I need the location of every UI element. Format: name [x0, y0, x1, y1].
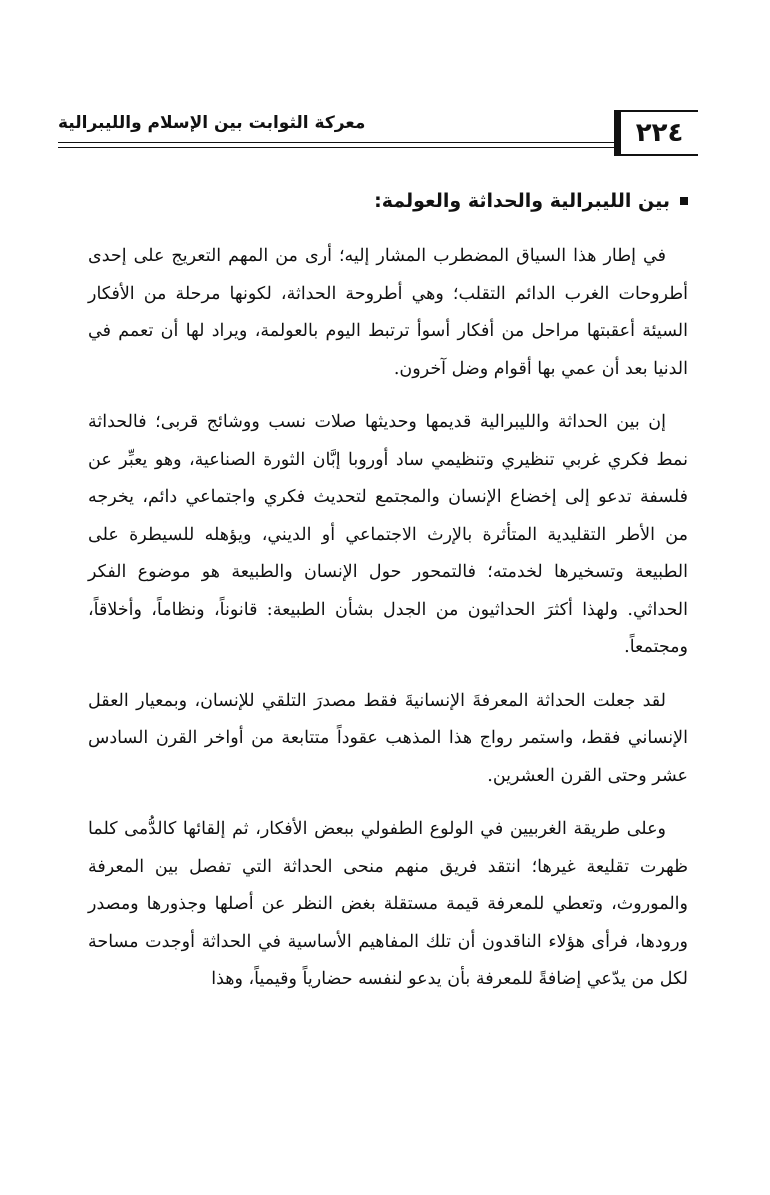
section-heading: [88, 184, 688, 218]
header-rule-top: [58, 142, 614, 143]
header-rule-bottom: [58, 147, 614, 148]
section-heading-text: بين الليبرالية والحداثة والعولمة:: [374, 190, 670, 212]
paragraph-1: في إطار هذا السياق المضطرب المشار إليه؛ أرى من المهم التعريج على إحدى أطروحات الغرب الدائم التقلب؛ وهي أطروحة الحداثة، لكونها مرحلة من الأفكار السيئة أعقبتها مراحل من أفكار أسوأ ترتبط اليوم بالعولمة، ويراد لها أن تعمم في الدنيا بعد أن عمي بها أقوام وضل آخرون.: [88, 246, 688, 379]
page-body: [88, 184, 688, 1015]
paragraph-3: لقد جعلت الحداثة المعرفةَ الإنسانيةَ فقط مصدرَ التلقي للإنسان، وبمعيار العقل الإنساني فقط، واستمر رواج هذا المذهب عقوداً متتابعة من أواخر القرن السادس عشر وحتى القرن العشرين.: [88, 690, 688, 786]
paragraph-4: وعلى طريقة الغربيين في الولوع الطفولي ببعض الأفكار، ثم إلقائها كالدُّمى كلما ظهرت تقليعة غيرها؛ انتقد فريق منهم منحى الحداثة التي تفصل بين المعرفة والموروث، وتعطي للمعرفة قيمة مستقلة بغض النظر عن أصلها وجذورها ومصدر ورودها، فرأى هؤلاء الناقدون أن تلك المفاهيم الأساسية في الحداثة أوجدت مساحة لكل من يدّعي إضافةً للمعرفة بأن يدعو لنفسه حضارياً وقيمياً، وهذا: [88, 819, 688, 989]
page-number: ٢٢٤: [635, 118, 684, 148]
page-header: [58, 110, 698, 156]
bullet-square-icon: [680, 197, 688, 205]
paragraph-2: إن بين الحداثة والليبرالية قديمها وحديثها صلات نسب ووشائج قربى؛ فالحداثة نمط فكري غربي تنظيري وتنظيمي ساد أوروبا إبَّان الثورة الصناعية، وهو يعبِّر عن فلسفة تدعو إلى إخضاع الإنسان والمجتمع لتحديث فكري واجتماعي دائم، يخرجه من الأطر التقليدية المتأثرة بالإرث الاجتماعي أو الديني، ويؤهله للسيطرة على الطبيعة وتسخيرها لخدمته؛ فالتمحور حول الإنسان والطبيعة هو موضوع الفكر الحداثي. ولهذا أكثرَ الحداثيون من الجدل بشأن الطبيعة: قانوناً، ونظاماً، وأخلاقاً، ومجتمعاً.: [88, 412, 688, 657]
running-title: معركة الثوابت بين الإسلام والليبرالية: [58, 113, 366, 133]
page-number-box: [614, 110, 698, 156]
